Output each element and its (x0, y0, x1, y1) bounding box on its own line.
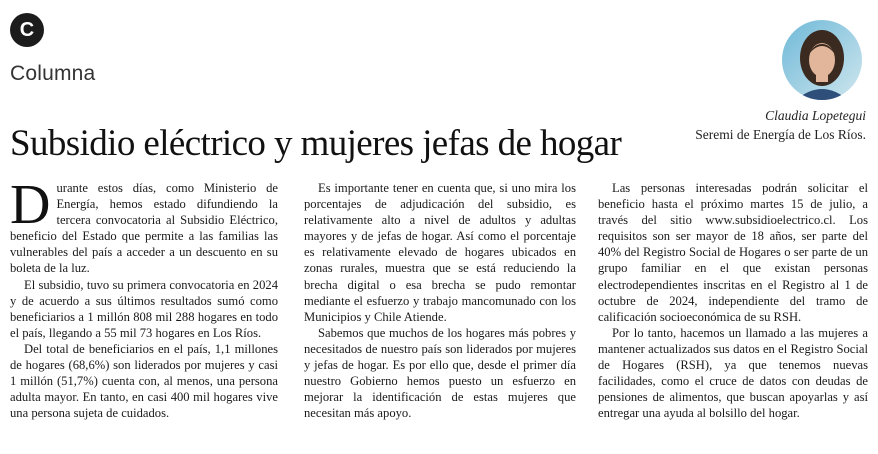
paragraph: El subsidio, tuvo su primera convocatoria en 2024 y de acuerdo a sus últimos resultados sumó como beneficiarios a 1 millón 808 mil 288 hogares en todo el país, llegando a 55 mil 73 hogares en Los Ríos. (10, 277, 278, 340)
author-photo (782, 20, 862, 100)
paragraph: Durante estos días, como Ministerio de Energía, hemos estado difundiendo la tercera convocatoria al Subsidio Eléctrico, beneficio del Estado que permite a las familias las vulnerables del país a acceder a un descuento en su boleta de la luz. (10, 174, 278, 276)
section-title: Columna (10, 62, 96, 85)
dropcap: D (10, 174, 51, 236)
article-column-1 (10, 174, 278, 421)
paragraph: Es importante tener en cuenta que, si uno mira los porcentajes de adjudicación del subsidio, es relativamente alto a nivel de adultos y adultas mayores y de jefas de hogar. Así como el porcentaje es relativamente elevado de hogares ubicados en zonas rurales, muestra que se está reduciendo la brecha digital o esa brecha se pudo remontar mediante el esfuerzo y trabajo mancomunado con los Municipios y Chile Atiende. (304, 181, 576, 324)
headline: Subsidio eléctrico y mujeres jefas de hogar (10, 123, 622, 164)
paragraph: Las personas interesadas podrán solicitar el beneficio hasta el próximo martes 15 de julio, a través del sitio www.subsidioelectrico.cl. Los requisitos son ser mayor de 18 años, ser parte del 40% del Registro Social de Hogares o ser parte de un grupo familiar en el que existan personas electrodependientes inscritas en el Registro al 1 de octubre de 2024, independiente del tramo de calificación socioeconómica de su RSH. (598, 181, 868, 324)
article-column-2 (304, 180, 576, 421)
author-role: Seremi de Energía de Los Ríos. (695, 127, 866, 142)
section-badge: C (10, 13, 44, 47)
paragraph: Sabemos que muchos de los hogares más pobres y necesitados de nuestro país son liderados por mujeres y jefas de hogar. Es por ello que, desde el primer día nuestro Gobierno hemos puesto un esfuerzo en mejorar la identificación de estas mujeres que necesitan más apoyo. (304, 325, 576, 421)
paragraph: Por lo tanto, hacemos un llamado a las mujeres a mantener actualizados sus datos en el Registro Social de Hogares (RSH), ya que tenemos nuevas facilidades, como el cruce de datos con deudas de pensiones de alimentos, que buscan apoyarlas y así entregar una ayuda al bolsillo del hogar. (598, 325, 868, 421)
author-name: Claudia Lopetegui (765, 108, 866, 123)
paragraph: Del total de beneficiarios en el país, 1,1 millones de hogares (68,6%) son liderados por mujeres y casi 1 millón (51,7%) cuenta con, al menos, una persona adulta mayor. En tanto, en casi 400 mil hogares vive una persona sujeta de cuidados. (10, 341, 278, 421)
article-column-3 (598, 180, 868, 421)
author-photo-image (782, 20, 862, 100)
author-info (695, 108, 866, 143)
